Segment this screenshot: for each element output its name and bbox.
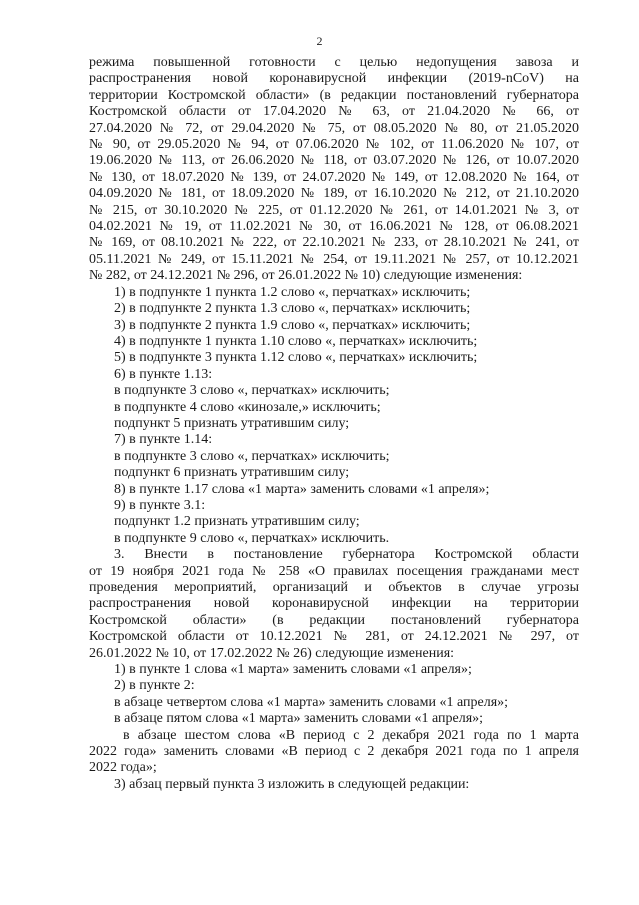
- text-line: 2022 года»;: [89, 760, 157, 776]
- text-line: Костромской области» (в редакции постановлений губернатора: [89, 612, 579, 628]
- text-line: 27.04.2020 № 72, от 29.04.2020 № 75, от 08.05.2020 № 80, от 21.05.2020: [89, 120, 579, 136]
- text-line: 04.09.2020 № 181, от 18.09.2020 № 189, от 16.10.2020 № 212, от 21.10.2020: [89, 186, 579, 202]
- page-number: 2: [316, 34, 323, 48]
- text-line: 3) в подпункте 2 пункта 1.9 слово «, перчатках» исключить;: [114, 317, 471, 333]
- text-line: в подпункте 3 слово «, перчатках» исключить;: [114, 383, 390, 399]
- text-line: в абзаце шестом слова «В период с 2 декабря 2021 года по 1 марта: [123, 727, 579, 743]
- text-line: 26.01.2022 № 10, от 17.02.2022 № 26) следующие изменения:: [89, 645, 455, 661]
- text-line: в подпункте 9 слово «, перчатках» исключить.: [114, 530, 390, 546]
- text-line: Костромской области от 10.12.2021 № 281, от 24.12.2021 № 297, от: [89, 629, 579, 645]
- text-line: 19.06.2020 № 113, от 26.06.2020 № 118, от 03.07.2020 № 126, от 10.07.2020: [89, 153, 579, 169]
- text-line: 9) в пункте 3.1:: [114, 497, 206, 513]
- text-line: № 282, от 24.12.2021 № 296, от 26.01.2022 № 10) следующие изменения:: [89, 268, 523, 284]
- text-line: Костромской области от 17.04.2020 № 63, от 21.04.2020 № 66, от: [89, 104, 579, 120]
- text-line: режима повышенной готовности с целью недопущения завоза и: [89, 55, 579, 70]
- text-line: подпункт 5 признать утратившим силу;: [114, 415, 350, 431]
- text-line: территории Костромской области» (в редакции постановлений губернатора: [89, 87, 579, 103]
- text-line: проведения мероприятий, организаций и объектов в случае угрозы: [89, 580, 579, 595]
- text-line: 1) в пункте 1 слова «1 марта» заменить словами «1 апреля»;: [114, 662, 472, 678]
- text-line: 2) в пункте 2:: [114, 678, 195, 694]
- text-line: подпункт 6 признать утратившим силу;: [114, 465, 350, 481]
- body-text: [89, 55, 579, 793]
- text-line: 6) в пункте 1.13:: [114, 366, 213, 382]
- text-line: 3. Внести в постановление губернатора Костромской области: [114, 547, 579, 563]
- text-line: в подпункте 4 слово «кинозале,» исключить;: [114, 399, 381, 415]
- text-line: от 19 ноября 2021 года № 258 «О правилах посещения гражданами мест: [89, 563, 579, 579]
- text-line: № 169, от 08.10.2021 № 222, от 22.10.2021 № 233, от 28.10.2021 № 241, от: [89, 235, 579, 251]
- text-line: 7) в пункте 1.14:: [114, 432, 213, 448]
- text-line: распространения новой коронавирусной инфекции на территории: [89, 596, 579, 612]
- text-line: № 215, от 30.10.2020 № 225, от 01.12.2020 № 261, от 14.01.2021 № 3, от: [89, 202, 579, 218]
- text-line: 1) в подпункте 1 пункта 1.2 слово «, перчатках» исключить;: [114, 284, 471, 300]
- text-line: № 130, от 18.07.2020 № 139, от 24.07.2020 № 149, от 12.08.2020 № 164, от: [89, 169, 579, 185]
- text-line: 4) в подпункте 1 пункта 1.10 слово «, перчатках» исключить;: [114, 333, 478, 349]
- text-line: 3) абзац первый пункта 3 изложить в следующей редакции:: [114, 776, 470, 792]
- text-line: в подпункте 3 слово «, перчатках» исключить;: [114, 448, 390, 464]
- text-line: № 90, от 29.05.2020 № 94, от 07.06.2020 № 102, от 11.06.2020 № 107, от: [89, 137, 579, 153]
- text-line: 04.02.2021 № 19, от 11.02.2021 № 30, от 16.06.2021 № 128, от 06.08.2021: [89, 219, 579, 235]
- text-line: 2022 года» заменить словами «В период с 2 декабря 2021 года по 1 апреля: [89, 744, 579, 760]
- text-line: 05.11.2021 № 249, от 15.11.2021 № 254, от 19.11.2021 № 257, от 10.12.2021: [89, 251, 579, 267]
- text-line: подпункт 1.2 признать утратившим силу;: [114, 514, 360, 530]
- text-line: распространения новой коронавирусной инфекции (2019-nCoV) на: [89, 71, 579, 87]
- text-line: 8) в пункте 1.17 слова «1 марта» заменить словами «1 апреля»;: [114, 481, 490, 497]
- text-line: 5) в подпункте 3 пункта 1.12 слово «, перчатках» исключить;: [114, 350, 478, 366]
- text-line: в абзаце пятом слова «1 марта» заменить словами «1 апреля»;: [114, 711, 484, 727]
- text-line: 2) в подпункте 2 пункта 1.3 слово «, перчатках» исключить;: [114, 301, 471, 317]
- text-line: в абзаце четвертом слова «1 марта» заменить словами «1 апреля»;: [114, 694, 509, 710]
